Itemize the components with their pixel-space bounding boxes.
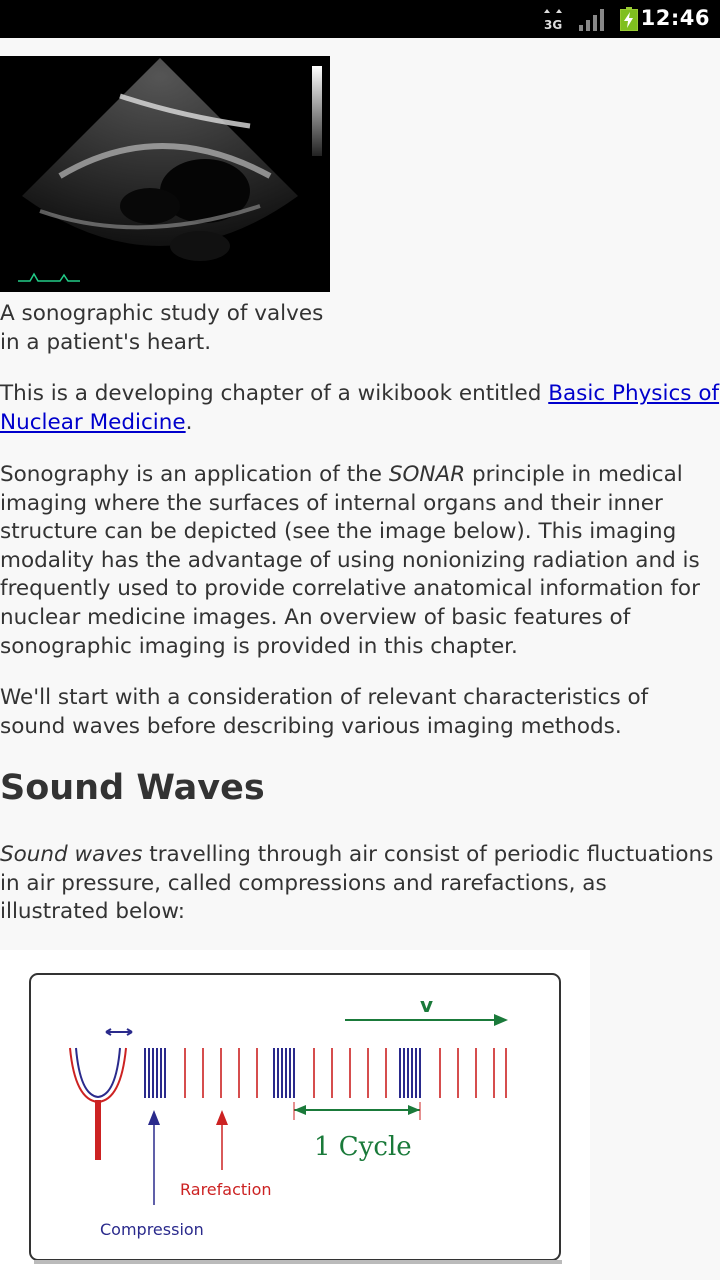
section-heading: Sound Waves [0,768,265,808]
velocity-label: v [420,993,434,1017]
cycle-label: 1 Cycle [314,1132,412,1162]
intro-paragraph: This is a developing chapter of a wikibook entitled Basic Physics of Nuclear Medicine. [0,381,720,435]
echocardiogram-image[interactable] [0,56,330,292]
overview-paragraph: We'll start with a consideration of relevant characteristics of sound waves before describing various imaging methods. [0,685,649,739]
clock-time: 12:46 [640,6,710,30]
network-3g-icon [543,7,563,31]
sonography-paragraph: Sonography is an application of the SONAR principle in medical imaging where the surfaces of internal organs and their inner structure can be depicted (see the image below). This imaging modality has the advantage of using nonionizing radiation and is frequently used to provide correlative anatomical information for nuclear medicine images. An overview of basic features of sonographic imaging is provided in this chapter. [0,462,700,659]
sound-waves-paragraph: Sound waves travelling through air consist of periodic fluctuations in air pressure, called compressions and rarefactions, as illustrated below: [0,842,714,925]
image-caption: A sonographic study of valves in a patient's heart. [0,301,324,355]
svg-text:3G: 3G [544,18,563,31]
rarefaction-label: Rarefaction [180,1180,272,1199]
sound-wave-diagram[interactable] [0,950,590,1280]
compression-label: Compression [100,1220,204,1239]
status-bar [0,0,720,38]
signal-strength-icon [579,9,605,31]
wikibook-link[interactable]: Basic Physics of Nuclear Medicine [0,381,720,435]
battery-charging-icon [620,7,638,31]
